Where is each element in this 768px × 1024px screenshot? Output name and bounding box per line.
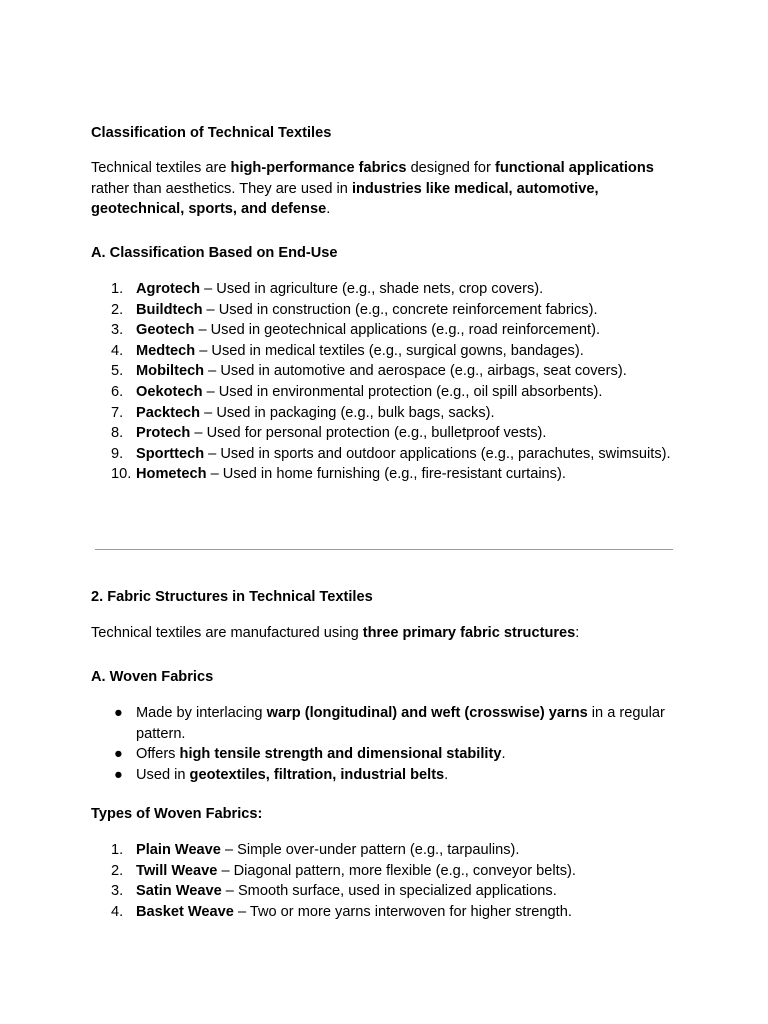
list-desc: – Smooth surface, used in specialized applications. bbox=[221, 883, 557, 900]
list-desc: – Used in packaging (e.g., bulk bags, sacks). bbox=[200, 404, 495, 421]
list-desc: – Two or more yarns interwoven for higher strength. bbox=[233, 903, 572, 920]
list-desc: – Diagonal pattern, more flexible (e.g., conveyor belts). bbox=[217, 862, 576, 879]
list-number: 2. bbox=[111, 301, 124, 318]
list-item bbox=[91, 403, 680, 424]
list-item bbox=[91, 382, 680, 403]
section2-intro-text-2: : bbox=[575, 625, 580, 641]
woven-heading: A. Woven Fabrics bbox=[91, 669, 214, 685]
bullet-item bbox=[91, 744, 680, 765]
list-desc: – Used in agriculture (e.g., shade nets, crop covers). bbox=[200, 281, 544, 297]
list-term: Protech bbox=[136, 425, 191, 442]
bullet-icon: ● bbox=[114, 766, 123, 783]
page-title: Classification of Technical Textiles bbox=[91, 125, 332, 141]
list-desc: – Used in sports and outdoor applications (e.g., parachutes, swimsuits). bbox=[204, 445, 671, 462]
bullet-item bbox=[91, 703, 680, 744]
list-number: 1. bbox=[111, 842, 124, 858]
list-item bbox=[91, 881, 680, 902]
list-number: 2. bbox=[111, 862, 124, 879]
list-number: 6. bbox=[111, 383, 124, 400]
woven-types-list bbox=[91, 840, 680, 922]
list-item bbox=[91, 840, 680, 861]
bullet-text: in a regular pattern. bbox=[136, 705, 665, 742]
list-term: Mobiltech bbox=[136, 363, 205, 380]
list-item bbox=[91, 464, 680, 485]
woven-bullets bbox=[91, 703, 680, 785]
list-item bbox=[91, 861, 680, 882]
list-term: Agrotech bbox=[136, 281, 201, 297]
intro-bold-1: high-performance fabrics bbox=[230, 160, 407, 176]
bullet-text: Used in bbox=[136, 766, 190, 783]
end-use-heading: A. Classification Based on End-Use bbox=[91, 245, 338, 261]
list-term: Oekotech bbox=[136, 383, 203, 400]
list-term: Buildtech bbox=[136, 301, 203, 318]
end-use-list bbox=[91, 279, 680, 485]
list-item bbox=[91, 361, 680, 382]
bullet-bold: high tensile strength and dimensional stability bbox=[179, 746, 502, 763]
list-desc: – Used in environmental protection (e.g., oil spill absorbents). bbox=[202, 383, 603, 400]
list-item bbox=[91, 341, 680, 362]
intro-text-2: designed for bbox=[406, 160, 495, 176]
section2-heading: 2. Fabric Structures in Technical Textiles bbox=[91, 589, 373, 605]
list-term: Twill Weave bbox=[136, 862, 218, 879]
list-number: 1. bbox=[111, 281, 124, 297]
intro-bold-2: functional applications bbox=[494, 160, 654, 176]
list-number: 7. bbox=[111, 404, 124, 421]
intro-text-4: . bbox=[326, 201, 331, 218]
bullet-text: . bbox=[501, 746, 506, 763]
bullet-icon: ● bbox=[114, 705, 123, 721]
intro-text-1: Technical textiles are bbox=[91, 160, 231, 176]
horizontal-divider bbox=[95, 549, 673, 550]
list-desc: – Simple over-under pattern (e.g., tarpaulins). bbox=[220, 842, 520, 858]
list-desc: – Used for personal protection (e.g., bulletproof vests). bbox=[190, 425, 547, 442]
list-term: Sporttech bbox=[136, 445, 205, 462]
list-item bbox=[91, 320, 680, 341]
list-item bbox=[91, 300, 680, 321]
list-term: Satin Weave bbox=[136, 883, 222, 900]
bullet-bold: geotextiles, filtration, industrial belts bbox=[189, 766, 445, 783]
list-number: 3. bbox=[111, 322, 124, 339]
section2-intro-bold: three primary fabric structures bbox=[362, 625, 576, 641]
woven-types-heading: Types of Woven Fabrics: bbox=[91, 806, 263, 822]
list-desc: – Used in automotive and aerospace (e.g., airbags, seat covers). bbox=[204, 363, 627, 380]
intro-bold-3: industries like medical, automotive, geotechnical, sports, and defense bbox=[91, 180, 599, 218]
list-desc: – Used in construction (e.g., concrete reinforcement fabrics). bbox=[202, 301, 598, 318]
list-number: 5. bbox=[111, 363, 124, 380]
list-number: 4. bbox=[111, 342, 124, 359]
list-number: 3. bbox=[111, 883, 124, 900]
list-term: Medtech bbox=[136, 342, 196, 359]
list-item bbox=[91, 444, 680, 465]
list-term: Plain Weave bbox=[136, 842, 221, 858]
list-number: 9. bbox=[111, 445, 124, 462]
section2-intro-text-1: Technical textiles are manufactured using bbox=[91, 625, 363, 641]
list-number: 8. bbox=[111, 425, 124, 442]
list-term: Packtech bbox=[136, 404, 201, 421]
list-desc: – Used in medical textiles (e.g., surgical gowns, bandages). bbox=[195, 342, 584, 359]
intro-text-3: rather than aesthetics. They are used in bbox=[91, 180, 352, 197]
list-term: Basket Weave bbox=[136, 903, 234, 920]
list-item bbox=[91, 279, 680, 300]
list-number: 10. bbox=[111, 466, 132, 483]
section2-intro bbox=[91, 623, 680, 644]
bullet-text: Made by interlacing bbox=[136, 705, 267, 721]
list-item bbox=[91, 902, 680, 923]
bullet-icon: ● bbox=[114, 746, 123, 763]
list-term: Hometech bbox=[136, 466, 207, 483]
bullet-text: . bbox=[444, 766, 449, 783]
bullet-bold: warp (longitudinal) and weft (crosswise) yarns bbox=[266, 705, 588, 721]
list-term: Geotech bbox=[136, 322, 195, 339]
list-number: 4. bbox=[111, 903, 124, 920]
intro-paragraph bbox=[91, 158, 680, 220]
list-desc: – Used in geotechnical applications (e.g., road reinforcement). bbox=[194, 322, 600, 339]
list-item bbox=[91, 423, 680, 444]
list-desc: – Used in home furnishing (e.g., fire-resistant curtains). bbox=[206, 466, 566, 483]
bullet-text: Offers bbox=[136, 746, 180, 763]
bullet-item bbox=[91, 765, 680, 786]
